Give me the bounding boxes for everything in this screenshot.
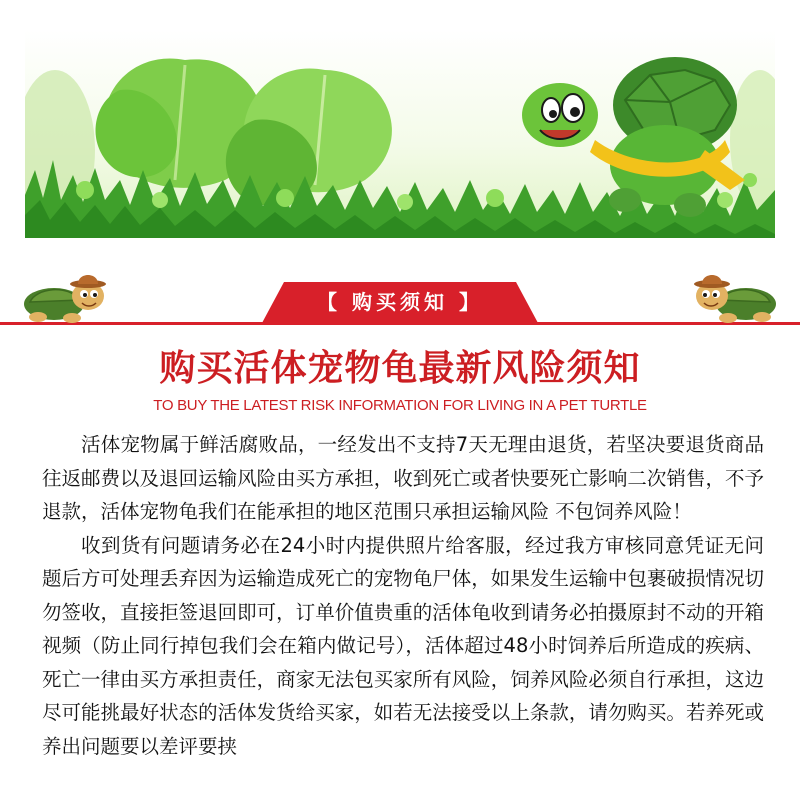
notice-tab	[262, 282, 538, 323]
paragraph-claim-policy: 收到货有问题请务必在24小时内提供照片给客服，经过我方审核同意凭证无问题后方可处理丢弃因为运输造成死亡的宠物龟尸体，如果发生运输中包裹破损情况切勿签收，直接拒签退回即可，订单价值贵重的活体龟收到请务必拍摄原封不动的开箱视频（防止同行掉包我们会在箱内做记号），活体超过48小时饲养后所造成的疾病、死亡一律由买方承担责任，商家无法包买家所有风险，饲养风险必须自行承担，这边尽可能挑最好状态的活体发货给买家，如若无法接受以上条款，请勿购买。若养死或养出问题要以差评要挟	[42, 533, 764, 758]
notice-content	[42, 428, 764, 763]
cartoon-turtle-icon	[522, 57, 745, 217]
page-title: 购买活体宠物龟最新风险须知	[159, 348, 641, 389]
notice-label: 【 购买须知 】	[317, 290, 483, 314]
page-subtitle: TO BUY THE LATEST RISK INFORMATION FOR LIVING IN A PET TURTLE	[153, 397, 647, 414]
turtle-with-hat-icon	[18, 262, 110, 324]
paragraph-return-policy: 活体宠物属于鲜活腐败品，一经发出不支持7天无理由退货，若坚决要退货商品往返邮费以及退回运输风险由买方承担，收到死亡或者快要死亡影响二次销售，不予退款，活体宠物龟我们在能承担的地区范围只承担运输风险 不包饲养风险！	[42, 433, 764, 523]
header-banner	[25, 30, 775, 238]
turtle-with-hat-icon	[690, 262, 782, 324]
leaf-grass-banner	[25, 30, 775, 238]
